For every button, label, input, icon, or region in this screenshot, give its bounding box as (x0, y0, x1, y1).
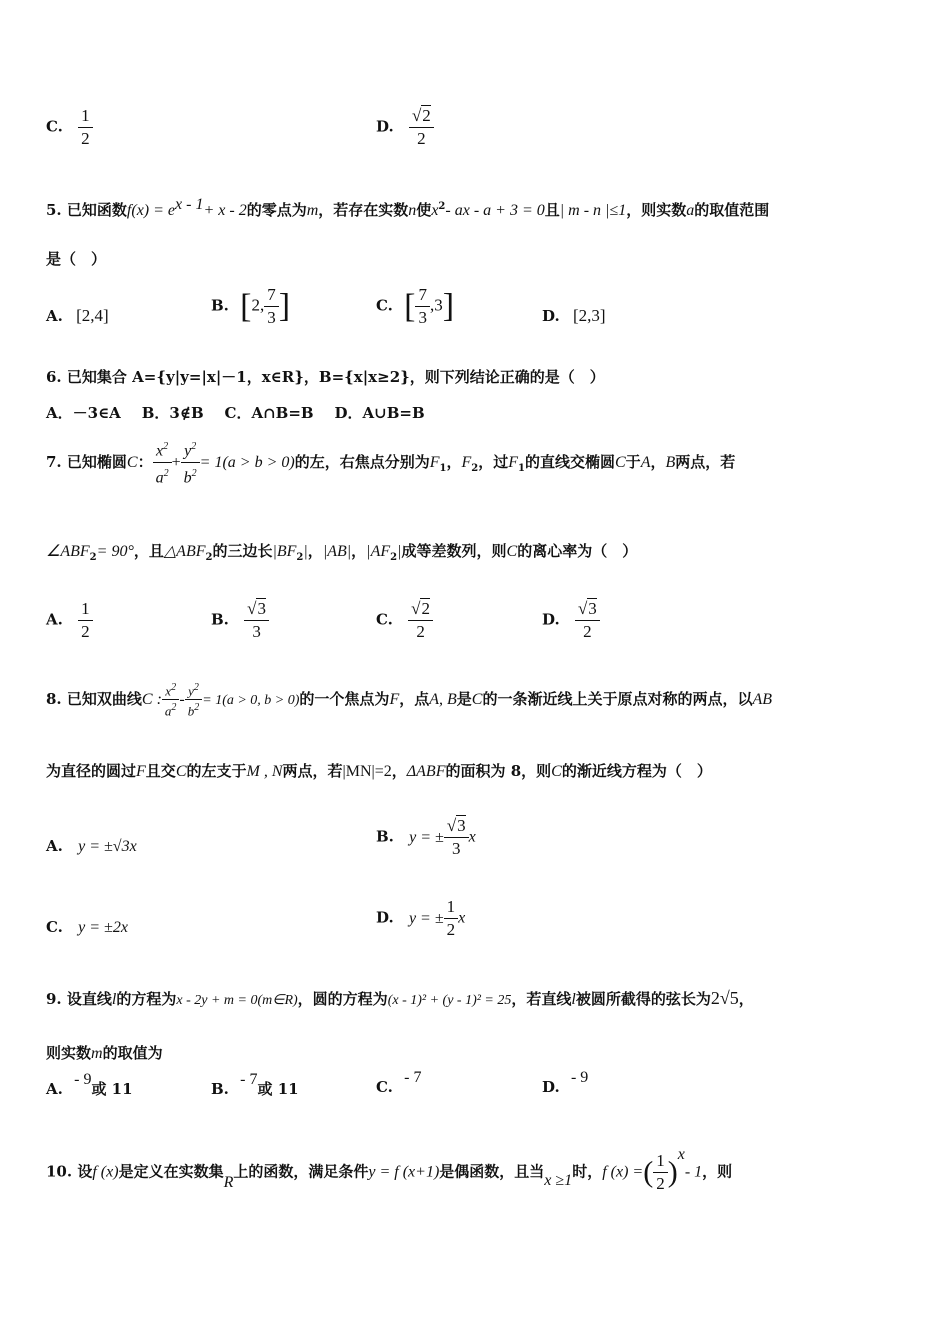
formula: |MN|=2 (342, 763, 392, 780)
text: 的取值为 (102, 1044, 163, 1062)
formula: |BF (272, 543, 297, 560)
q8-option-a (46, 837, 137, 856)
fraction (575, 598, 600, 643)
text: 的直线交椭圆 (524, 452, 615, 471)
question-number: 8. (46, 689, 62, 708)
formula: △ABF (163, 543, 206, 560)
text: 的零点为 (246, 201, 307, 219)
radicand: 2 (422, 106, 431, 125)
q6-option-a: A．－3∈A (46, 404, 121, 422)
bracket: [ (240, 287, 252, 325)
text: 的一条渐近线上关于原点对称的两点，以 (482, 689, 753, 708)
question-7-line-1: 7. 已知椭圆C： $\frac{x^2}{a^2}$ + $\frac{y^2}{b^2}$ = 1(a > b > 0)的左，右焦点分别为$F_1$，$F_2$，过$F_1$的直线交椭圆C于A，B两点，若 (46, 436, 735, 490)
denominator: 2 (81, 129, 90, 148)
formula: x - 2y + m = 0(m∈R) (176, 993, 298, 1008)
formula: 2√5 (710, 988, 739, 1008)
text: 是 (456, 689, 472, 708)
formula: (x - 1)² + (y - 1)² = 25 (387, 993, 512, 1008)
question-5-line-1: 5. 已知函数$f(x) = e^{x - 1}+ x - 2$的零点为m，若存在实数n使$x^2-$ ax - a + 3 = 0且| m - n |≤1，则实数a的取值范围 (46, 196, 770, 219)
text: ， (738, 990, 754, 1008)
denominator: 2 (417, 129, 426, 148)
option-label: C. (376, 296, 393, 315)
radicand: 2 (421, 599, 430, 618)
fraction: $\frac{y^2}{b^2}$ (185, 680, 203, 720)
text: 设直线 (66, 990, 112, 1008)
option-value: y = ± (408, 909, 444, 927)
fraction (78, 105, 93, 150)
fraction: $\frac{√3}{3}$ (444, 815, 469, 860)
q6-option-b: B．3∉B (141, 404, 204, 422)
text: ，若存在实数 (318, 201, 409, 219)
fraction (244, 598, 269, 643)
question-8-line-1: 8. 已知双曲线C : $\frac{x^2}{a^2}$ - $\frac{y^2}{b^2}$ = 1(a > 0, b > 0)的一个焦点为F，点A, B是C的一条渐近线上关于原点对称的两点，以AB (46, 682, 773, 719)
q6-option-d: D．A∪B=B (334, 404, 425, 422)
formula: f(x) = e (126, 202, 176, 219)
text: 已知双曲线 (66, 689, 142, 708)
q5-option-c (376, 284, 454, 329)
bracket: ] (278, 287, 291, 325)
question-number: 6. (46, 368, 62, 386)
question-8-line-2: 为直径的圆过F且交C的左支于M , N两点，若|MN|=2，ΔABF的面积为 8，则C的渐近线方程为（ ） (46, 762, 712, 780)
formula: f (x) = (602, 1163, 644, 1181)
formula: ∠ABF (46, 543, 90, 560)
option-label: D. (542, 1078, 560, 1096)
var: x (156, 442, 164, 460)
numerator: 7 (264, 284, 279, 307)
q4-option-d (376, 105, 434, 150)
text: 且 (544, 201, 560, 219)
formula: x (431, 202, 439, 219)
option-label: A. (46, 837, 63, 855)
text: 则实数 (46, 1044, 92, 1062)
var: a (155, 469, 164, 487)
option-label: B. (211, 296, 229, 315)
exponent: x - 1 (175, 196, 204, 213)
text: 是定义在实数集 (118, 1162, 224, 1181)
text: 设 (77, 1162, 93, 1181)
q9-option-d (542, 1069, 589, 1097)
option-label: D. (376, 908, 394, 927)
formula: |AB| (322, 543, 352, 560)
bracket: [ (404, 287, 416, 325)
formula: = 90° (96, 543, 134, 560)
formula: - ax - a + 3 = 0 (445, 202, 545, 219)
q9-option-a (46, 1071, 133, 1099)
q4-option-c (46, 105, 93, 150)
denominator: 2 (583, 622, 592, 641)
bracket: ] (442, 287, 455, 325)
formula: |AF (366, 543, 391, 560)
exponent: x (677, 1145, 685, 1163)
option-label: A. (46, 307, 63, 325)
fraction (264, 284, 279, 329)
formula: = 1(a > 0, b > 0) (202, 692, 300, 708)
option-label: D. (542, 307, 560, 325)
radicand: 3 (257, 599, 266, 618)
fraction (408, 598, 433, 643)
fraction (409, 105, 434, 150)
question-6-options (46, 402, 425, 423)
text: 的离心率为（ ） (517, 542, 638, 560)
option-value: ,3 (429, 295, 443, 315)
var: n (408, 202, 417, 219)
option-label: C. (376, 610, 393, 629)
denominator: 2 (656, 1174, 665, 1193)
formula: = 1(a > b > 0) (199, 453, 295, 471)
option-value: 2, (251, 295, 265, 315)
option-value: - 7 (240, 1071, 258, 1088)
option-value: x (468, 828, 476, 846)
option-label: D. (376, 117, 394, 136)
q7-option-d (542, 598, 600, 643)
text: ，则 (702, 1162, 733, 1181)
option-value: y = ±2x (78, 919, 128, 936)
option-label: A. (46, 610, 63, 629)
numerator: 1 (78, 105, 93, 128)
text: 被圆所截得的弦长为 (575, 990, 711, 1008)
denominator: 2 (446, 920, 456, 939)
numerator: √2 (409, 105, 434, 128)
text: ，则实数 (626, 201, 687, 219)
numerator: 7 (415, 284, 430, 307)
formula: | m - n |≤1 (559, 202, 627, 219)
text: 是（ ） (46, 250, 107, 268)
q9-option-b (211, 1071, 299, 1099)
var: M , N (246, 763, 283, 780)
option-value: [2,4] (76, 306, 109, 325)
q7-option-c (376, 598, 433, 643)
numerator: 1 (653, 1150, 668, 1173)
denominator: 2 (416, 622, 425, 641)
text: ： (137, 452, 153, 471)
var: F (429, 453, 440, 471)
question-number: 9. (46, 990, 62, 1008)
question-9-line-1: 9. 设直线l的方程为x - 2y + m = 0(m∈R)，圆的方程为(x - 1)² + (y - 1)² = 25，若直线l被圆所截得的弦长为2√5， (46, 988, 754, 1008)
formula: + x - 2 (203, 202, 247, 219)
numerator: 1 (78, 598, 93, 621)
var: F (389, 690, 400, 708)
option-label: C. (46, 918, 63, 936)
option-value: - 9 (74, 1071, 92, 1088)
text: 的取值范围 (694, 201, 770, 219)
fraction (444, 896, 459, 941)
denominator: 3 (418, 308, 427, 327)
option-label: B. (211, 1080, 229, 1098)
var: m (306, 202, 319, 219)
formula: ΔABF (406, 763, 446, 780)
text: 且交 (145, 762, 176, 780)
fraction (78, 598, 93, 643)
question-7-line-2: $\angle ABF_2= 90^\circ$，且$\triangle ABF_2$的三边长$|BF_2|$，|AB|，$|AF_2|$成等差数列，则C的离心率为（ ） (46, 542, 638, 563)
sqrt-sign: √ (411, 599, 421, 618)
text: 的左，右焦点分别为 (294, 452, 430, 471)
fraction (653, 1150, 668, 1195)
question-number: 10. (46, 1162, 73, 1181)
var: AB (752, 690, 773, 708)
fraction: $\frac{x^2}{a^2}$ (162, 680, 180, 720)
text: 为直径的圆过 (46, 762, 137, 780)
sqrt-sign: √ (247, 599, 257, 618)
text: 的左支于 (186, 762, 247, 780)
option-label: A. (46, 1080, 63, 1098)
text: 已知集合 A={y|y=|x|－1，x∈R}，B={x|x≥2}，则下列结论正确的是（ ） (66, 368, 605, 386)
option-value: - 7 (404, 1069, 422, 1086)
text: 是偶函数，且当 (439, 1162, 545, 1181)
q8-option-c (46, 918, 128, 937)
var: y (184, 442, 192, 460)
var: C (126, 453, 138, 471)
text: 已知函数 (66, 201, 127, 219)
formula: x ≥1 (544, 1171, 573, 1189)
formula: - 1 (684, 1163, 703, 1181)
formula: y = f (x+1) (368, 1163, 440, 1181)
q8-option-b (376, 815, 476, 860)
text: ，点 (399, 689, 430, 708)
option-value: - 9 (570, 1069, 589, 1086)
option-value: y = ±√3x (78, 838, 137, 855)
radicand: 3 (588, 599, 597, 618)
question-number: 7. (46, 452, 62, 471)
option-label: C. (46, 117, 63, 136)
text: 的方程为 (116, 990, 177, 1008)
option-label: C. (376, 1078, 393, 1096)
text: ，过 (478, 452, 509, 471)
text: 的渐近线方程为（ ） (561, 762, 712, 780)
text: 于 (625, 452, 641, 471)
question-6 (46, 366, 605, 387)
q5-option-a (46, 306, 109, 326)
q7-option-a (46, 598, 93, 643)
fraction: $\frac{y^2}{b^2}$ (181, 436, 200, 490)
option-value: x (458, 909, 466, 927)
var: a (686, 202, 695, 219)
q5-option-d (542, 306, 606, 326)
text: 两点，若 (675, 452, 736, 471)
numerator: 1 (444, 896, 459, 919)
formula: f (x) (92, 1163, 119, 1181)
text: ，圆的方程为 (297, 990, 388, 1008)
text: 使 (416, 201, 432, 219)
denominator: 2 (81, 622, 90, 641)
denominator: 3 (267, 308, 276, 327)
option-value: 或 11 (91, 1080, 133, 1098)
denominator: 3 (452, 839, 461, 858)
question-10 (46, 1145, 733, 1195)
sqrt-sign: √ (577, 599, 588, 618)
var: F (461, 453, 472, 471)
option-label: B. (376, 827, 394, 846)
option-label: B. (211, 610, 229, 629)
formula: C : (141, 690, 162, 708)
q8-option-d (376, 896, 465, 941)
var: C (471, 690, 483, 708)
text: ， (391, 762, 407, 780)
denominator: 3 (252, 622, 261, 641)
text: 上的函数，满足条件 (233, 1162, 369, 1181)
radicand: 3 (457, 816, 466, 835)
text: 的一个焦点为 (299, 689, 390, 708)
paren: ( (643, 1155, 654, 1189)
text: 时， (572, 1162, 603, 1181)
var: l (111, 991, 117, 1008)
question-5-line-2 (46, 248, 106, 269)
option-value: 或 11 (257, 1080, 299, 1098)
question-number: 5. (46, 201, 62, 219)
var: A, B (429, 690, 457, 708)
option-value: y = ± (409, 828, 444, 846)
text: 两点，若 (282, 762, 343, 780)
text: 的面积为 8，则 (445, 762, 552, 780)
text: 已知椭圆 (66, 452, 127, 471)
q7-option-b (211, 598, 269, 643)
q5-option-b (211, 284, 290, 329)
text: ，若直线 (511, 990, 572, 1008)
option-value: [2,3] (572, 306, 606, 325)
text: 的三边长 (212, 542, 273, 560)
var: B (665, 453, 676, 471)
option-label: D. (542, 610, 560, 629)
q6-option-c: C．A∩B=B (224, 404, 314, 422)
text: 成等差数列，则 (401, 542, 507, 560)
var: b (183, 469, 192, 487)
fraction (415, 284, 430, 329)
var: R (223, 1173, 234, 1191)
var: A (640, 453, 651, 471)
text: ，且 (133, 542, 164, 560)
q9-option-c (376, 1069, 422, 1097)
question-9-line-2 (46, 1042, 163, 1063)
fraction: $\frac{x^2}{a^2}$ (153, 436, 172, 490)
paren: ) (667, 1155, 678, 1189)
var: m (91, 1045, 103, 1062)
